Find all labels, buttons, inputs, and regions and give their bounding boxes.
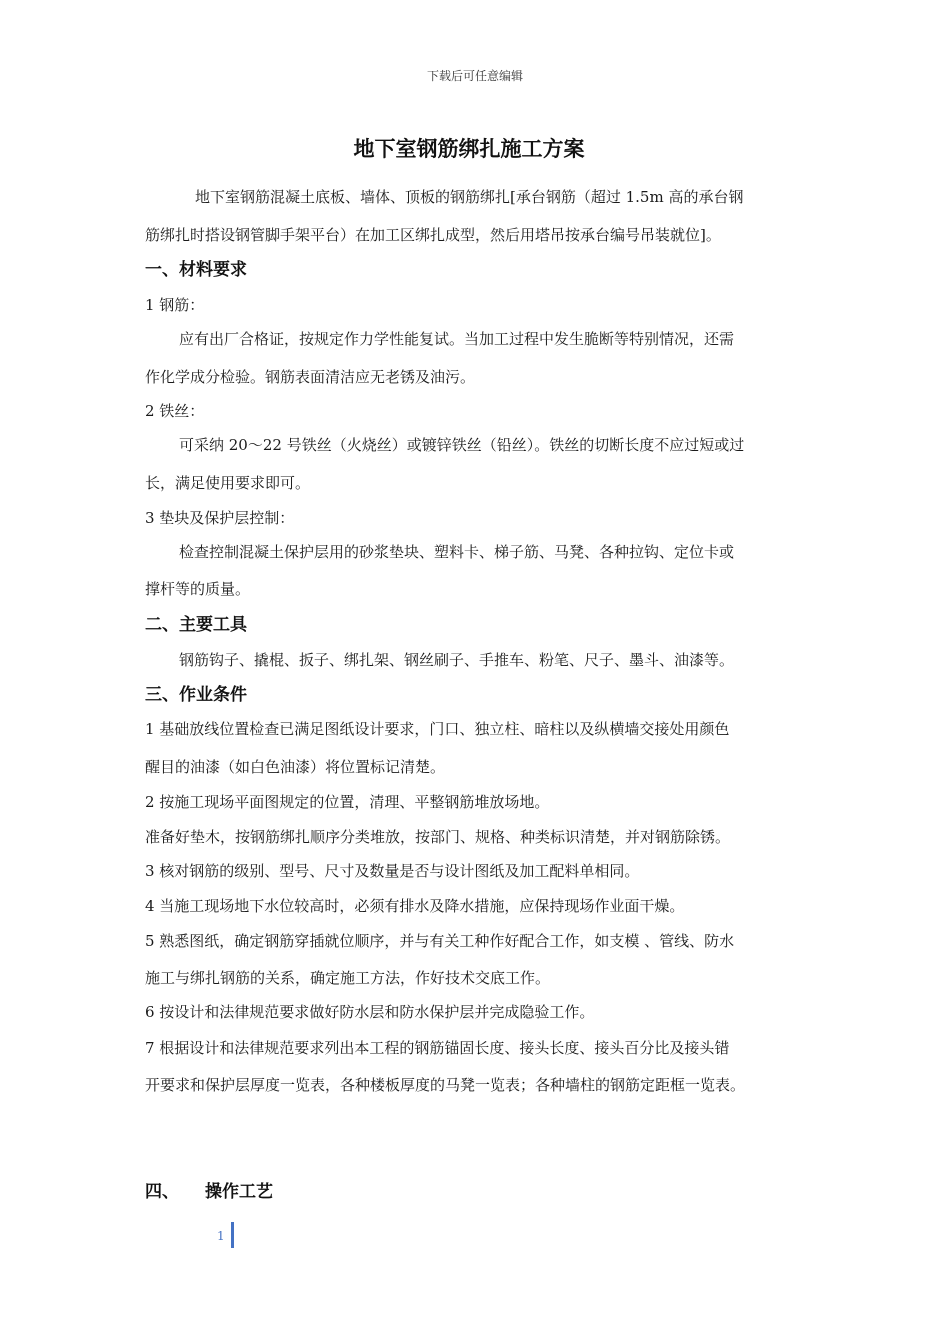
paragraph-line: 可采纳 20～22 号铁丝（火烧丝）或镀锌铁丝（铅丝）。铁丝的切断长度不应过短或过 <box>179 436 745 454</box>
condition-line: 2 按施工现场平面图规定的位置，清理、平整钢筋堆放场地。 <box>145 793 550 811</box>
section-number: 四、 <box>145 1182 179 1202</box>
page-number-bar <box>231 1222 234 1248</box>
paragraph-line: 撑杆等的质量。 <box>145 580 251 598</box>
condition-line: 4 当施工现场地下水位较高时，必须有排水及降水措施，应保持现场作业面干燥。 <box>145 897 685 915</box>
condition-line: 3 核对钢筋的级别、型号、尺寸及数量是否与设计图纸及加工配料单相同。 <box>145 862 640 880</box>
intro-line: 筋绑扎时搭设钢管脚手架平台）在加工区绑扎成型，然后用塔吊按承台编号吊装就位]。 <box>145 226 721 244</box>
condition-line: 开要求和保护层厚度一览表，各种楼板厚度的马凳一览表；各种墙柱的钢筋定距框一览表。 <box>145 1076 746 1094</box>
condition-line: 施工与绑扎钢筋的关系，确定施工方法，作好技术交底工作。 <box>145 969 551 987</box>
intro-line: 地下室钢筋混凝土底板、墙体、顶板的钢筋绑扎[承台钢筋（超过 1.5m 高的承台钢 <box>195 188 744 206</box>
section-heading-process <box>145 1181 273 1203</box>
document-title: 地下室钢筋绑扎施工方案 <box>353 137 585 161</box>
condition-line: 5 熟悉图纸，确定钢筋穿插就位顺序，并与有关工种作好配合工作，如支模 、管线、防水 <box>145 932 735 950</box>
condition-line: 醒目的油漆（如白色油漆）将位置标记清楚。 <box>145 758 446 776</box>
paragraph-line: 检查控制混凝土保护层用的砂浆垫块、塑料卡、梯子筋、马凳、各种拉钩、定位卡或 <box>179 543 735 561</box>
paragraph-line: 作化学成分检验。钢筋表面清洁应无老锈及油污。 <box>145 368 476 386</box>
item-label-rebar: 1 钢筋： <box>145 296 205 314</box>
condition-line: 1 基础放线位置检查已满足图纸设计要求，门口、独立柱、暗柱以及纵横墙交接处用颜色 <box>145 720 730 738</box>
section-heading-conditions: 三、作业条件 <box>145 685 247 705</box>
condition-line: 准备好垫木，按钢筋绑扎顺序分类堆放，按部门、规格、种类标识清楚，并对钢筋除锈。 <box>145 828 731 846</box>
page-number: 1 <box>217 1229 225 1243</box>
paragraph-line: 应有出厂合格证，按规定作力学性能复试。当加工过程中发生脆断等特别情况，还需 <box>179 330 735 348</box>
condition-line: 6 按设计和法律规范要求做好防水层和防水保护层并完成隐验工作。 <box>145 1003 595 1021</box>
item-label-wire: 2 铁丝： <box>145 402 205 420</box>
condition-line: 7 根据设计和法律规范要求列出本工程的钢筋锚固长度、接头长度、接头百分比及接头错 <box>145 1039 730 1057</box>
header-note: 下载后可任意编辑 <box>426 69 523 83</box>
section-heading-materials: 一、材料要求 <box>145 260 247 280</box>
paragraph-line: 钢筋钩子、撬棍、扳子、绑扎架、钢丝刷子、手推车、粉笔、尺子、墨斗、油漆等。 <box>179 651 735 669</box>
section-heading-tools: 二、主要工具 <box>145 615 247 635</box>
paragraph-line: 长，满足使用要求即可。 <box>145 474 311 492</box>
section-title: 操作工艺 <box>205 1182 273 1202</box>
item-label-spacer: 3 垫块及保护层控制： <box>145 509 295 527</box>
